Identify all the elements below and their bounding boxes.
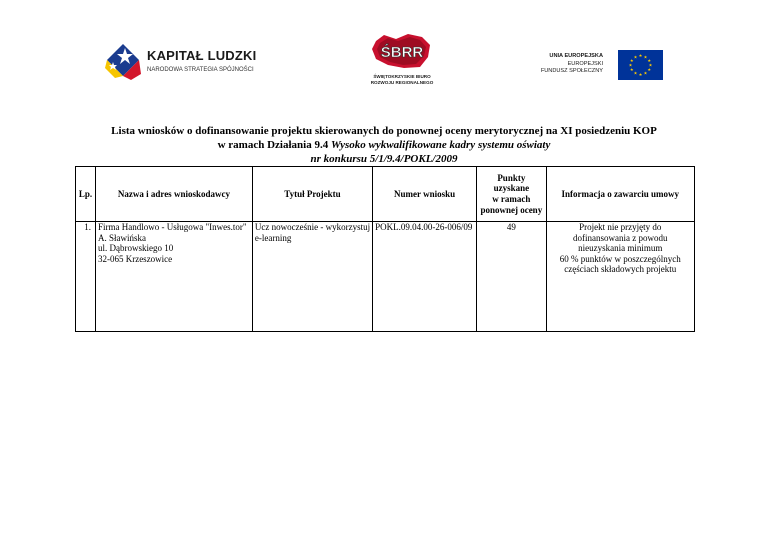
header-info: Informacja o zawarciu umowy [546, 167, 695, 222]
sbrr-mark-text: ŚBRR [380, 44, 424, 61]
ue-logo [540, 50, 663, 82]
svg-text:★: ★ [629, 58, 634, 63]
ue-line-2: EUROPEJSKI [567, 61, 603, 67]
header-points [477, 167, 546, 222]
header-lp: Lp. [76, 167, 96, 222]
sbrr-line-1: ŚWIĘTOKRZYSKIE BIURO [373, 74, 431, 79]
applications-table [75, 166, 695, 332]
svg-text:★: ★ [643, 54, 648, 60]
cell-info-line: częściach składowych projektu [564, 264, 677, 275]
cell-name [95, 222, 252, 332]
header-points-line: w ramach [492, 194, 531, 204]
cell-info-line: dofinansowania z powodu [573, 232, 668, 243]
kapital-ludzki-logo [105, 40, 265, 86]
sbrr-line-2: ROZWOJU REGIONALNEGO [370, 80, 434, 85]
svg-text:★: ★ [633, 54, 638, 60]
header-name: Nazwa i adres wnioskodawcy [95, 167, 252, 222]
program-name: Wysoko wykwalifikowane kadry systemu oświaty [330, 139, 551, 151]
document-title: Lista wniosków o dofinansowanie projektu skierowanych do ponownej oceny merytorycznej na XI posiedzeniu KOP [111, 125, 657, 137]
table-row [76, 222, 695, 332]
document-subtitle [0, 138, 768, 152]
cell-info-line: 60 % punktów w poszczególnych [559, 253, 681, 264]
sbrr-logo [364, 33, 440, 91]
svg-text:★: ★ [638, 53, 643, 58]
cell-name-line: ul. Dąbrowskiego 10 [97, 243, 174, 254]
header-number: Numer wniosku [373, 167, 477, 222]
kapital-ludzki-subtitle: NARODOWA STRATEGIA SPÓJNOŚCI [147, 67, 254, 73]
cell-lp: 1. [76, 222, 96, 332]
ue-line-3: FUNDUSZ SPOŁECZNY [540, 68, 603, 74]
sbrr-emblem-icon [370, 33, 434, 69]
cell-points: 49 [477, 222, 546, 332]
svg-text:★: ★ [648, 62, 653, 68]
kapital-ludzki-emblem-icon [105, 40, 143, 80]
table-header-row [76, 167, 695, 222]
ue-line-1: UNIA EUROPEJSKA [549, 53, 603, 59]
competition-number: nr konkursu 5/1/9.4/POKL/2009 [310, 153, 458, 165]
cell-info-line: nieuzyskania minimum [578, 243, 663, 254]
svg-text:★: ★ [638, 72, 643, 77]
header-points-line: Punkty uzyskane [493, 172, 530, 194]
svg-text:★: ★ [643, 70, 648, 76]
header-title: Tytuł Projektu [252, 167, 372, 222]
cell-name-line: Firma Handlowo - Usługowa "Inwes.tor" [97, 222, 247, 232]
cell-name-line: A. Sławińska [97, 232, 146, 243]
cell-title-line: Ucz nowocześnie - wykorzystuj [254, 222, 371, 232]
cell-info [546, 222, 695, 332]
cell-title [252, 222, 372, 332]
action-prefix: w ramach Działania 9.4 [217, 139, 329, 151]
svg-text:★: ★ [647, 58, 652, 63]
eu-flag-icon [618, 50, 663, 80]
cell-info-line: Projekt nie przyjęty do [579, 222, 662, 232]
svg-text:★: ★ [629, 67, 634, 72]
svg-text:★: ★ [628, 62, 633, 68]
svg-text:★: ★ [633, 70, 638, 76]
cell-title-line: e-learning [254, 232, 292, 243]
kapital-ludzki-title: KAPITAŁ LUDZKI [147, 48, 257, 63]
cell-number: POKL.09.04.00-26-006/09 [373, 222, 477, 332]
svg-text:★: ★ [647, 67, 652, 72]
header-points-line: ponownej oceny [480, 204, 543, 215]
cell-name-line: 32-065 Krzeszowice [97, 253, 173, 264]
